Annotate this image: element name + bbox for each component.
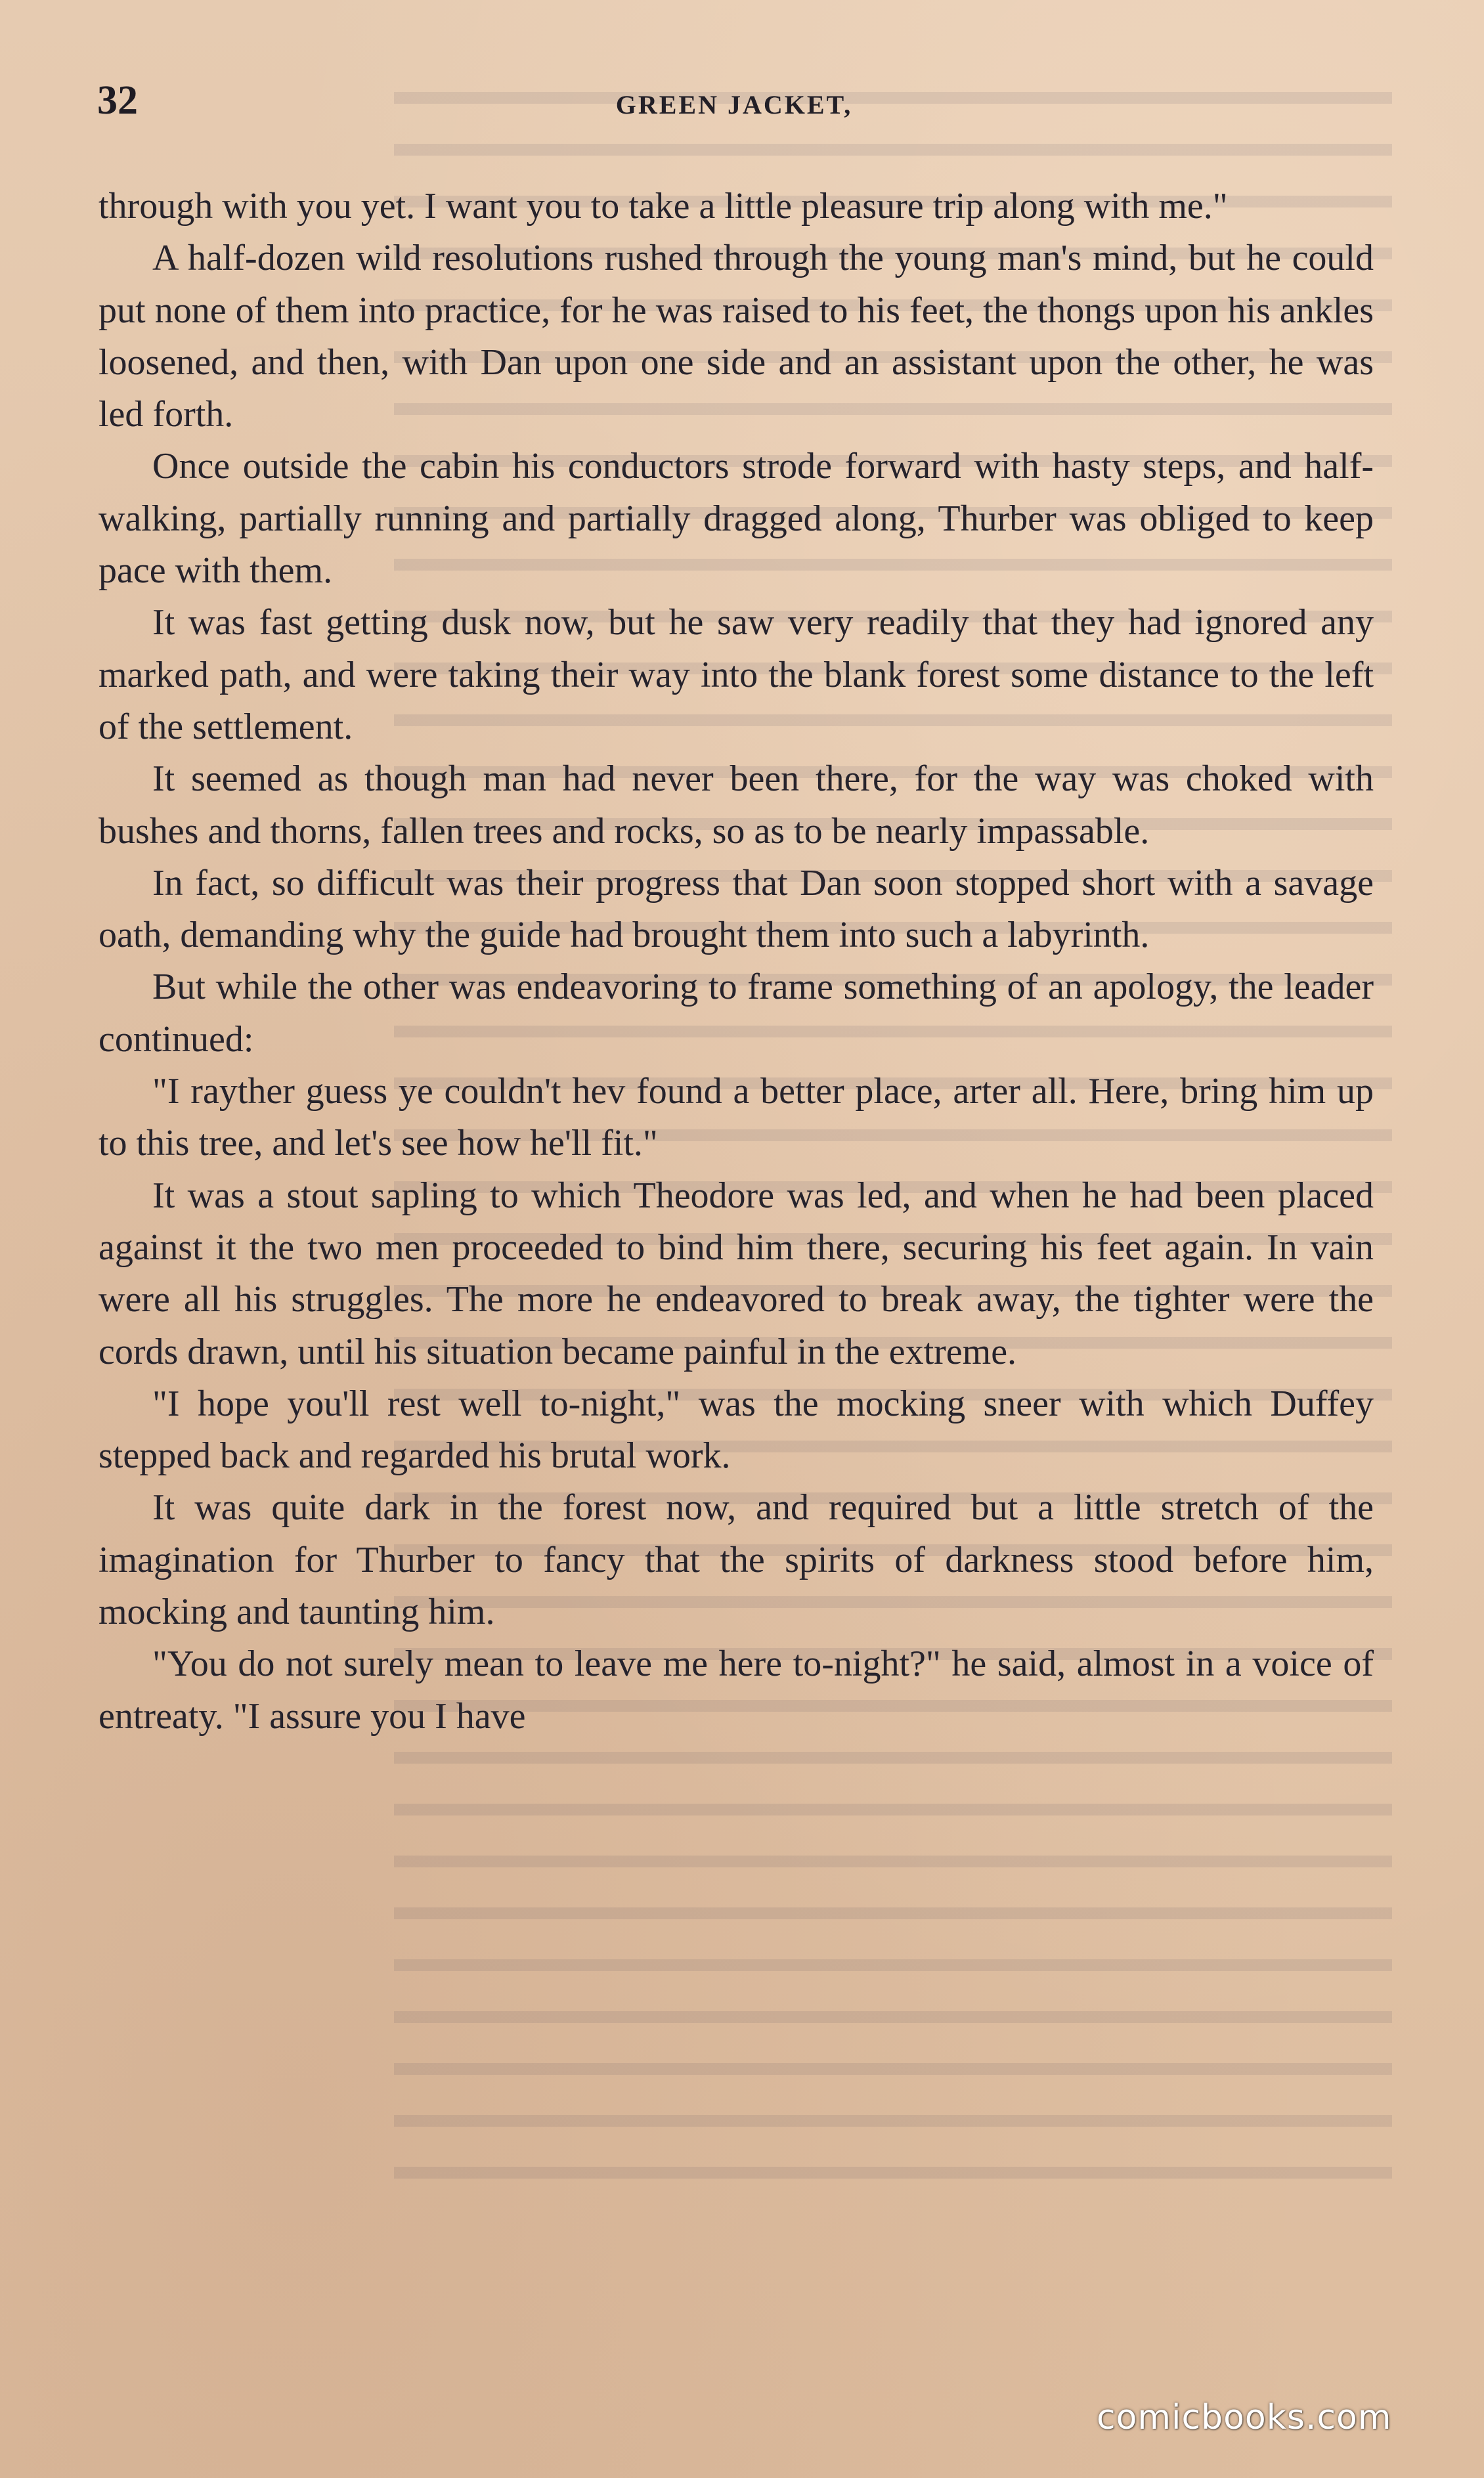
paragraph: "You do not surely mean to leave me here to-night?" he said, almost in a voice of entreaty. "I assure you I have (98, 1643, 1374, 1737)
paragraph: It seemed as though man had never been there, for the way was choked with bushes and thorns, fallen trees and rocks, so as to be nearly impassable. (98, 758, 1374, 852)
paragraph: A half-dozen wild resolutions rushed through the young man's mind, but he could put none of them into practice, for he was raised to his feet, the thongs upon his ankles loosened, and then, with Dan upon one side and an assistant upon the other, he was led forth. (98, 238, 1374, 435)
paragraph: "I rayther guess ye couldn't hev found a better place, arter all. Here, bring him up to this tree, and let's see how he'll fit." (98, 1071, 1374, 1164)
running-head: GREEN JACKET, (615, 90, 853, 120)
page-header (97, 77, 1371, 130)
paragraph: It was fast getting dusk now, but he saw very readily that they had ignored any marked path, and were taking their way into the blank forest some distance to the left of the settlement. (98, 602, 1374, 747)
paragraph: through with you yet. I want you to take a little pleasure trip along with me." (98, 186, 1228, 227)
paragraph: In fact, so difficult was their progress that Dan soon stopped short with a savage oath, demanding why the guide had brought them into such a labyrinth. (98, 862, 1374, 956)
paragraph: It was quite dark in the forest now, and required but a little stretch of the imagination for Thurber to fancy that the spirits of darkness stood before him, mocking and taunting him. (98, 1487, 1374, 1633)
paragraph: But while the other was endeavoring to frame something of an apology, the leader continued: (98, 967, 1374, 1060)
watermark: comicbooks.com (1097, 2398, 1392, 2437)
paragraph: Once outside the cabin his conductors strode forward with hasty steps, and half-walking, partially running and partially dragged along, Thurber was obliged to keep pace with them. (98, 446, 1374, 592)
paragraph: "I hope you'll rest well to-night," was the mocking sneer with which Duffey stepped back and regarded his brutal work. (98, 1383, 1374, 1477)
body-text (98, 181, 1374, 1743)
page-number: 32 (97, 78, 138, 123)
paragraph: It was a stout sapling to which Theodore was led, and when he had been placed against it the two men proceeded to bind him there, securing his feet again. In vain were all his struggles. The more he endeavored to break away, the tighter were the cords drawn, until his situation became painful in the extreme. (98, 1175, 1374, 1372)
